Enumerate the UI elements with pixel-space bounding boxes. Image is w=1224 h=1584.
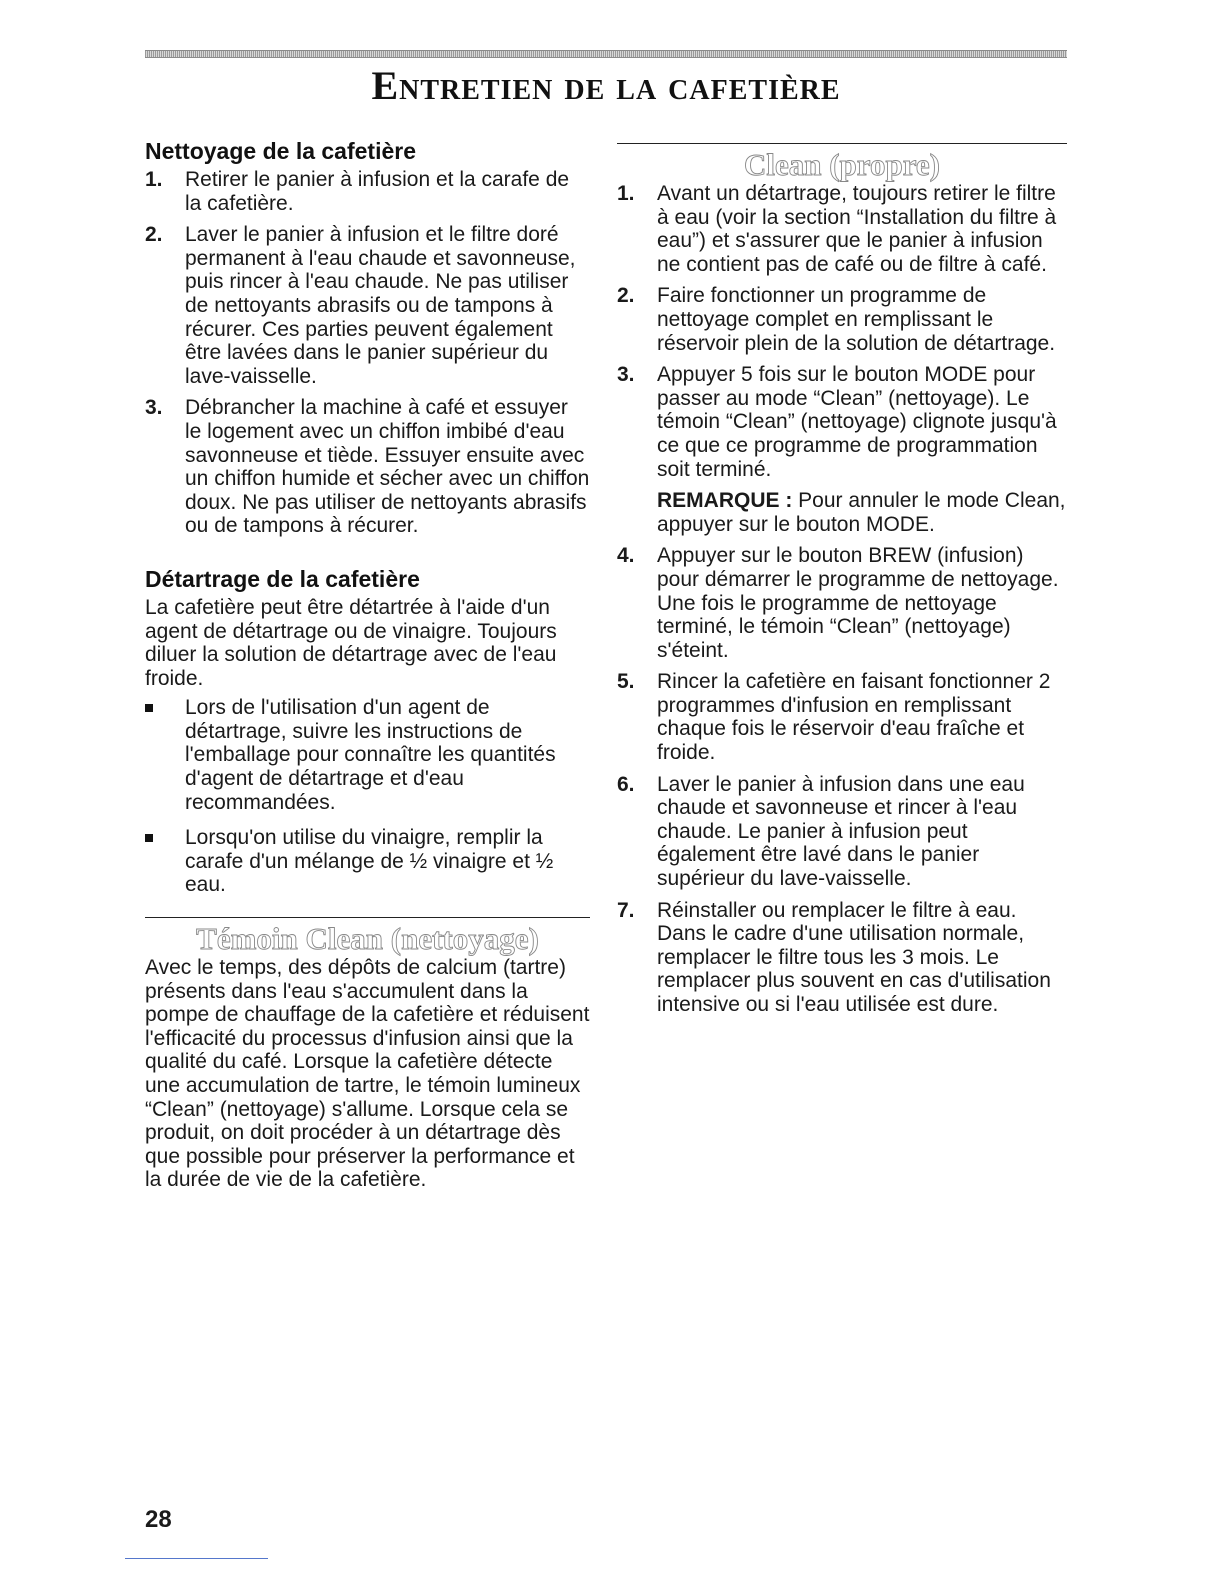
left-column [145,138,590,1192]
nettoyage-section [145,138,590,538]
step-text: Appuyer sur le bouton BREW (infusion) pour démarrer le programme de nettoyage. Une fois le programme de nettoyage terminé, le témoin “Clean” (nettoyage) s'éteint. [657,544,1059,662]
detartrage-heading: Détartrage de la cafetière [145,565,420,592]
clean-steps [617,182,1067,481]
top-decorative-rule [145,50,1067,58]
temoin-text: Avec le temps, des dépôts de calcium (tartre) présents dans l'eau s'accumulent dans la pompe de chauffage de la cafetière et réduisent l'efficacité du processus d'infusion ainsi que la qualité du café. Lorsque la cafetière détecte une accumulation de tartre, le témoin lumineux “Clean” (nettoyage) s'allume. Lorsque cela se produit, on doit procéder à un détartrage dès que possible pour préserver la performance et la durée de vie de la cafetière. [145,956,590,1192]
list-item [617,544,1067,662]
remarque-note [657,489,1067,536]
step-text: Laver le panier à infusion dans une eau chaude et savonneuse et rincer à l'eau chaude. Le panier à infusion peut également être lavé dans le panier supérieur du lave-vaisselle. [657,772,1025,891]
step-text: Retirer le panier à infusion et la carafe de la cafetière. [185,168,570,215]
page-title: Entretien de la cafetière [371,63,841,108]
detartrage-section [145,566,590,897]
step-number: 3. [617,363,635,387]
list-item [145,826,590,897]
step-text: Réinstaller ou remplacer le filtre à eau. Dans le cadre d'une utilisation normale, remplacer le filtre tous les 3 mois. Le remplacer plus souvent en cas d'utilisation intensive ou si l'eau utilisée est dure. [657,898,1051,1016]
detartrage-bullets [145,696,590,897]
nettoyage-steps [145,168,590,538]
step-number: 2. [145,223,163,247]
step-number: 4. [617,544,635,568]
clean-heading: Clean (propre) [743,147,941,182]
square-bullet-icon [145,834,153,842]
step-number: 2. [617,284,635,308]
temoin-section [145,922,590,1192]
footer-rule [125,1558,268,1559]
step-text: Laver le panier à infusion et le filtre doré permanent à l'eau chaude et savonneuse, puis rincer à l'eau chaude. Ne pas utiliser de nettoyants abrasifs ou de tampons à récurer. Ces parties peuvent également être lavées dans le panier supérieur du lave-vaisselle. [185,223,576,388]
step-number: 6. [617,772,635,796]
list-item [145,223,590,388]
bullet-text: Lorsqu'on utilise du vinaigre, remplir la carafe d'un mélange de ½ vinaigre et ½ eau. [185,826,554,897]
temoin-heading: Témoin Clean (nettoyage) [196,921,539,957]
step-number: 3. [145,396,163,420]
list-item [617,899,1067,1017]
step-number: 7. [617,898,635,922]
step-text: Débrancher la machine à café et essuyer le logement avec un chiffon imbibé d'eau savonneuse et tiède. Essuyer ensuite avec un chiffon humide et sécher avec un chiffon doux. Ne pas utiliser de nettoyants abrasifs ou de tampons à récurer. [185,396,590,538]
list-item [145,696,590,814]
section-divider [617,143,1067,144]
step-number: 1. [145,168,163,191]
note-text: Pour annuler le mode Clean, appuyer sur le bouton MODE. [657,489,1066,536]
bullet-text: Lors de l'utilisation d'un agent de détartrage, suivre les instructions de l'emballage pour connaître les quantités d'agent de détartrage et d'eau recommandées. [185,696,556,814]
step-number: 5. [617,670,635,694]
page-number: 28 [145,1506,172,1533]
list-item [145,396,590,538]
step-text: Appuyer 5 fois sur le bouton MODE pour passer au mode “Clean” (nettoyage). Le témoin “Clean” (nettoyage) clignote jusqu'à ce que ce programme de programmation soit terminé. [657,363,1057,481]
right-column [617,138,1067,1025]
list-item [145,168,590,215]
note-label: REMARQUE : [657,489,793,513]
step-text: Avant un détartrage, toujours retirer le filtre à eau (voir la section “Installation du filtre à eau”) et s'assurer que le panier à infusion ne contient pas de café ou de filtre à café. [657,182,1057,276]
list-item [617,670,1067,764]
nettoyage-heading: Nettoyage de la cafetière [145,138,417,164]
square-bullet-icon [145,704,153,712]
detartrage-intro: La cafetière peut être détartrée à l'aide d'un agent de détartrage ou de vinaigre. Toujours diluer la solution de détartrage avec de l'eau froide. [145,595,557,690]
list-item [617,363,1067,481]
clean-steps-continued [617,544,1067,1016]
step-text: Faire fonctionner un programme de nettoyage complet en remplissant le réservoir plein de la solution de détartrage. [657,284,1056,355]
list-item [617,773,1067,891]
list-item [617,284,1067,355]
list-item [617,182,1067,276]
step-text: Rincer la cafetière en faisant fonctionner 2 programmes d'infusion en remplissant chaque fois le réservoir d'eau fraîche et froide. [657,670,1051,765]
step-number: 1. [617,182,635,205]
section-divider [145,917,590,918]
